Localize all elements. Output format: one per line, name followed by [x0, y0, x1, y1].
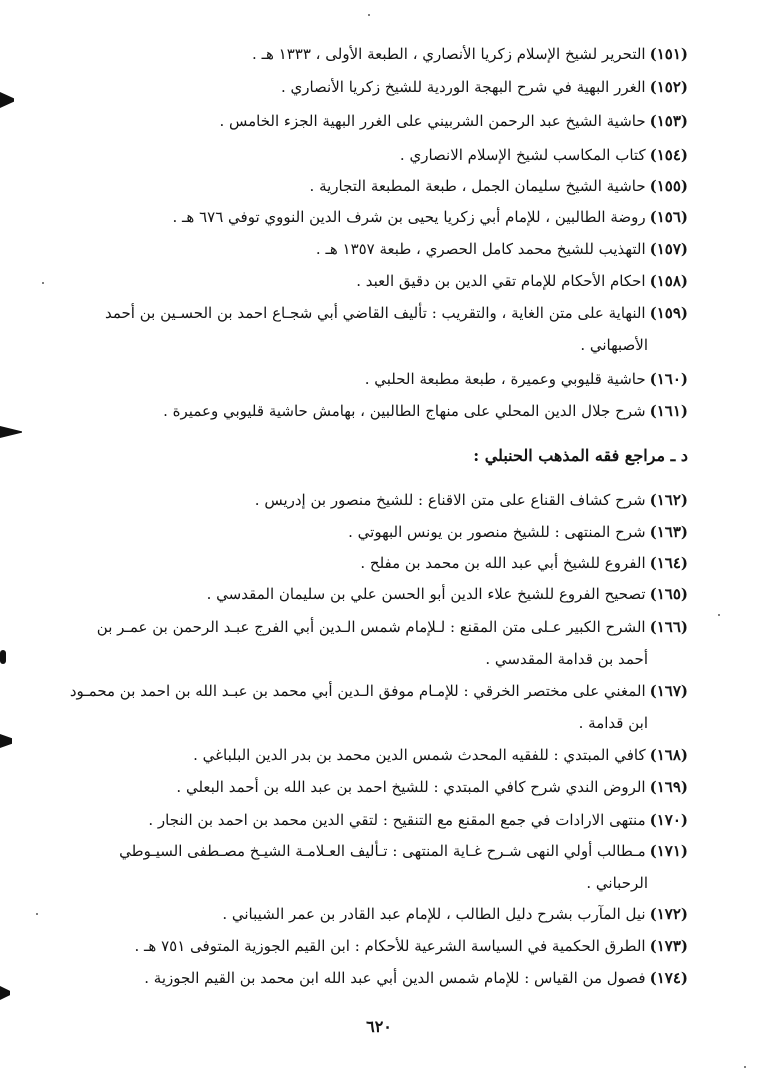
reference-text: التحرير لشيخ الإسلام زكريا الأنصاري ، الطبعة الأولى ، ١٣٣٣ هـ . [252, 45, 646, 63]
reference-entry: (١٦٣)شرح المنتهى : للشيخ منصور بن يونس البهوتي . [348, 523, 688, 541]
page-number: ٦٢٠ [366, 1017, 392, 1036]
reference-text: حاشية الشيخ عبد الرحمن الشربيني على الغرر البهية الجزء الخامس . [219, 112, 646, 130]
reference-text: شرح جلال الدين المحلي على منهاج الطالبين ، بهامش حاشية قليوبي وعميرة . [163, 402, 646, 420]
reference-entry: (١٦٢)شرح كشاف القناع على متن الاقناع : للشيخ منصور بن إدريس . [254, 491, 688, 509]
reference-entry: (١٧١)مـطالب أولي النهى شـرح غـاية المنتهى : تـأليف العـلامـة الشيـخ مصـطفى السيـوطي الرحباني . [8, 835, 688, 899]
reference-text: الروض الندي شرح كافي المبتدي : للشيخ احمد بن عبد الله بن أحمد البعلي . [176, 778, 646, 796]
reference-text: شرح المنتهى : للشيخ منصور بن يونس البهوتي . [348, 523, 646, 541]
reference-continuation: أحمد بن قدامة المقدسي . [485, 650, 648, 668]
reference-entry: (١٧٠)منتهى الارادات في جمع المقنع مع التنقيح : لتقي الدين محمد بن احمد بن النجار . [148, 811, 688, 829]
reference-entry: (١٦٨)كافي المبتدي : للفقيه المحدث شمس الدين محمد بن بدر الدين البلباغي . [193, 746, 688, 764]
reference-text: كتاب المكاسب لشيخ الإسلام الانصاري . [399, 146, 646, 164]
reference-text: شرح كشاف القناع على متن الاقناع : للشيخ منصور بن إدريس . [254, 491, 646, 509]
reference-entry: (١٥٩)النهاية على متن الغاية ، والتقريب : تأليف القاضي أبي شجـاع احمد بن الحسـين بن أحمد الأصبهاني . [8, 297, 688, 361]
reference-entry: (١٥٣)حاشية الشيخ عبد الرحمن الشربيني على الغرر البهية الجزء الخامس . [219, 112, 688, 130]
reference-text: الغرر البهية في شرح البهجة الوردية للشيخ زكريا الأنصاري . [280, 78, 646, 96]
scan-speck [36, 913, 38, 915]
reference-entry: (١٥١)التحرير لشيخ الإسلام زكريا الأنصاري ، الطبعة الأولى ، ١٣٣٣ هـ . [252, 45, 688, 63]
reference-entry: (١٥٧)التهذيب للشيخ محمد كامل الحصري ، طبعة ١٣٥٧ هـ . [315, 240, 688, 258]
reference-text: المغني على مختصر الخرقي : للإمـام موفق الـدين أبي محمد بن عبـد الله بن احمد بن محمـود [69, 682, 646, 700]
scan-speck [718, 614, 720, 616]
reference-entry: (١٧٢)نيل المآرب بشرح دليل الطالب ، للإمام عبد القادر بن عمر الشيباني . [222, 905, 688, 923]
reference-text: نيل المآرب بشرح دليل الطالب ، للإمام عبد القادر بن عمر الشيباني . [222, 905, 646, 923]
reference-entry: (١٥٨)احكام الأحكام للإمام تقي الدين بن دقيق العبد . [356, 272, 688, 290]
reference-entry: (١٦٤)الفروع للشيخ أبي عبد الله بن محمد بن مفلح . [360, 554, 688, 572]
reference-continuation: الأصبهاني . [580, 336, 648, 354]
reference-entry: (١٥٢)الغرر البهية في شرح البهجة الوردية للشيخ زكريا الأنصاري . [280, 78, 688, 96]
reference-entry: (١٧٤)فصول من القياس : للإمام شمس الدين أبي عبد الله ابن محمد بن القيم الجوزية . [144, 969, 688, 987]
reference-entry: (١٥٥)حاشية الشيخ سليمان الجمل ، طبعة المطبعة التجارية . [309, 177, 688, 195]
scan-speck [368, 14, 370, 16]
reference-entry: (١٦٥)تصحيح الفروع للشيخ علاء الدين أبو الحسن علي بن سليمان المقدسي . [206, 585, 688, 603]
reference-text: الفروع للشيخ أبي عبد الله بن محمد بن مفلح . [360, 554, 646, 572]
reference-text: مـطالب أولي النهى شـرح غـاية المنتهى : تـأليف العـلامـة الشيـخ مصـطفى السيـوطي [119, 842, 646, 860]
reference-text: احكام الأحكام للإمام تقي الدين بن دقيق العبد . [356, 272, 646, 290]
reference-entry: (١٦٦)الشرح الكبير عـلى متن المقنع : لـلإمام شمس الـدين أبي الفرج عبـد الرحمن بن عمـر بن أحمد بن قدامة المقدسي . [8, 611, 688, 675]
reference-text: فصول من القياس : للإمام شمس الدين أبي عبد الله ابن محمد بن القيم الجوزية . [144, 969, 646, 987]
reference-entry: (١٦١)شرح جلال الدين المحلي على منهاج الطالبين ، بهامش حاشية قليوبي وعميرة . [163, 402, 688, 420]
section-heading: د ـ مراجع فقه المذهب الحنبلي : [473, 446, 688, 465]
reference-text: حاشية الشيخ سليمان الجمل ، طبعة المطبعة التجارية . [309, 177, 646, 195]
reference-entry: (١٦٧)المغني على مختصر الخرقي : للإمـام موفق الـدين أبي محمد بن عبـد الله بن احمد بن محمـود ابن قدامة . [8, 675, 688, 739]
reference-text: حاشية قليوبي وعميرة ، طبعة مطبعة الحلبي . [364, 370, 646, 388]
reference-text: منتهى الارادات في جمع المقنع مع التنقيح : لتقي الدين محمد بن احمد بن النجار . [148, 811, 646, 829]
reference-text: التهذيب للشيخ محمد كامل الحصري ، طبعة ١٣٥٧ هـ . [315, 240, 646, 258]
reference-entry: (١٥٦)روضة الطالبين ، للإمام أبي زكريا يحيى بن شرف الدين النووي توفي ٦٧٦ هـ . [172, 208, 688, 226]
scan-speck [744, 1066, 746, 1068]
reference-entry: (١٦٠)حاشية قليوبي وعميرة ، طبعة مطبعة الحلبي . [364, 370, 688, 388]
reference-text: كافي المبتدي : للفقيه المحدث شمس الدين محمد بن بدر الدين البلباغي . [193, 746, 646, 764]
reference-entry: (١٧٣)الطرق الحكمية في السياسة الشرعية للأحكام : ابن القيم الجوزية المتوفى ٧٥١ هـ . [134, 937, 688, 955]
reference-text: الطرق الحكمية في السياسة الشرعية للأحكام : ابن القيم الجوزية المتوفى ٧٥١ هـ . [134, 937, 646, 955]
scan-speck [42, 282, 44, 284]
reference-entry: (١٥٤)كتاب المكاسب لشيخ الإسلام الانصاري . [399, 146, 688, 164]
reference-continuation: ابن قدامة . [578, 714, 648, 732]
scan-blot [0, 650, 6, 664]
reference-continuation: الرحباني . [586, 874, 648, 892]
reference-text: النهاية على متن الغاية ، والتقريب : تأليف القاضي أبي شجـاع احمد بن الحسـين بن أحمد [104, 304, 646, 322]
reference-text: الشرح الكبير عـلى متن المقنع : لـلإمام شمس الـدين أبي الفرج عبـد الرحمن بن عمـر بن [96, 618, 646, 636]
reference-text: تصحيح الفروع للشيخ علاء الدين أبو الحسن علي بن سليمان المقدسي . [206, 585, 646, 603]
reference-entry: (١٦٩)الروض الندي شرح كافي المبتدي : للشيخ احمد بن عبد الله بن أحمد البعلي . [176, 778, 688, 796]
reference-text: روضة الطالبين ، للإمام أبي زكريا يحيى بن شرف الدين النووي توفي ٦٧٦ هـ . [172, 208, 646, 226]
